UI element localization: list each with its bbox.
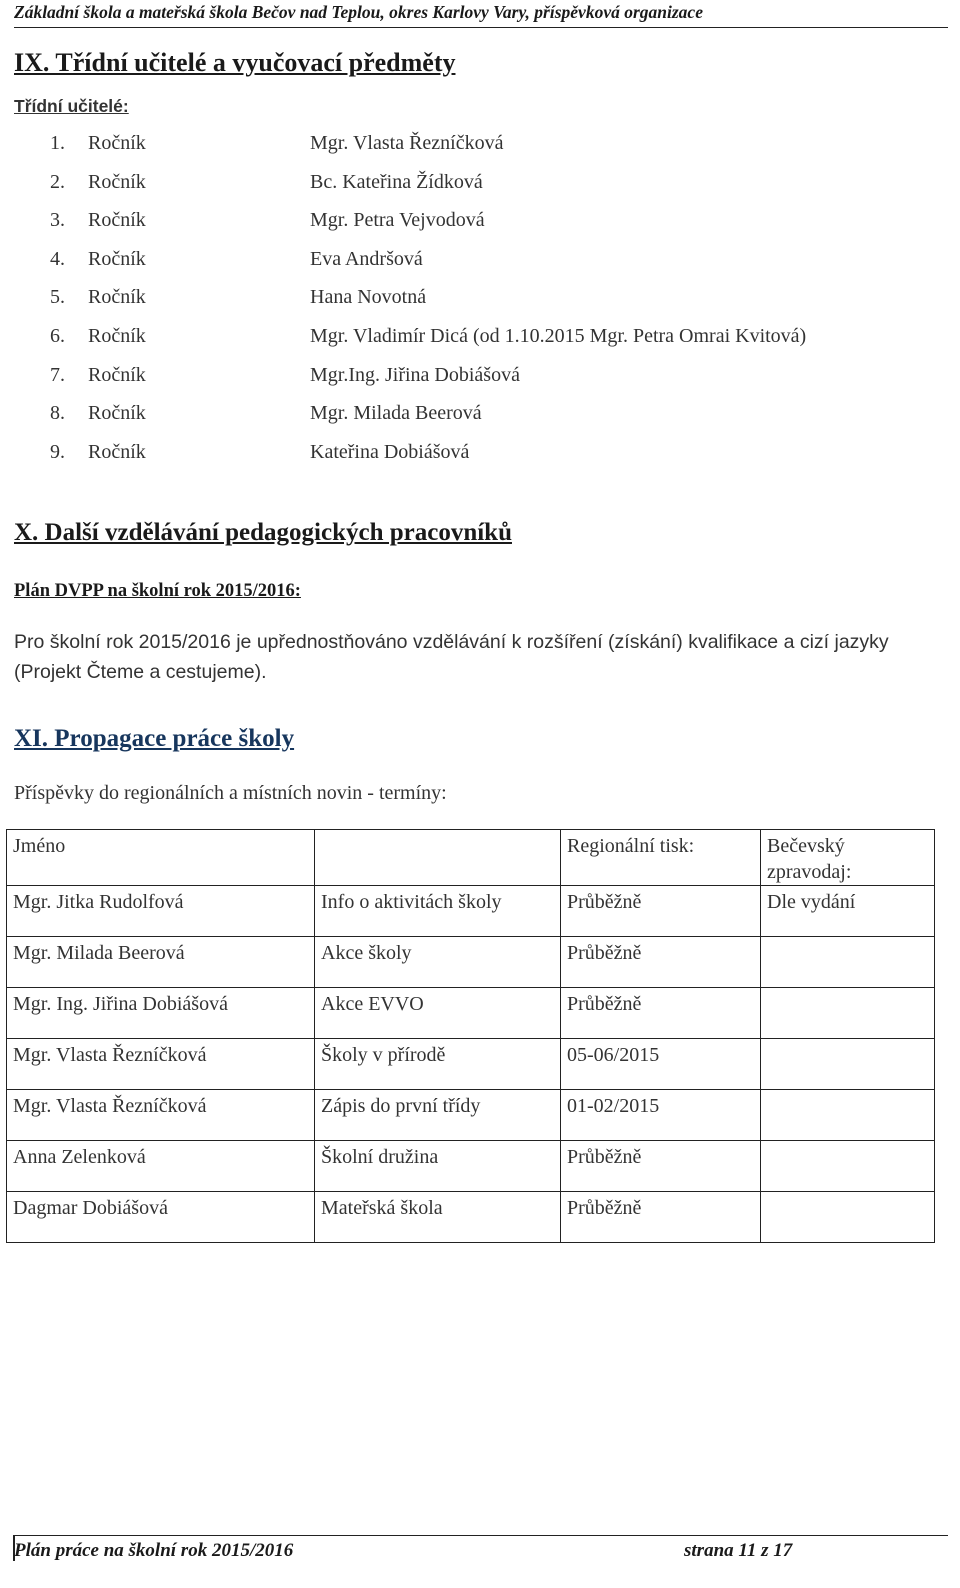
teacher-name: Eva Andršová <box>310 247 423 270</box>
header-name-cell: Jméno <box>7 830 315 886</box>
table-row <box>7 1192 935 1243</box>
table-row <box>7 1039 935 1090</box>
grade-label: Ročník <box>88 132 146 154</box>
footer-page-number: strana 11 z 17 <box>684 1540 793 1561</box>
regional-press-cell: Průběžně <box>561 937 761 988</box>
topic-cell: Mateřská škola <box>315 1192 561 1243</box>
name-cell: Mgr. Milada Beerová <box>7 937 315 988</box>
grade-number: 5. <box>50 286 65 309</box>
teacher-row <box>0 364 960 388</box>
section-9-subtitle: Třídní učitelé: <box>14 96 129 116</box>
regional-press-cell: 05-06/2015 <box>561 1039 761 1090</box>
teacher-name: Mgr.Ing. Jiřina Dobiášová <box>310 363 520 386</box>
header-topic-cell <box>315 830 561 886</box>
teacher-row <box>0 132 960 156</box>
section-10-subtitle: Plán DVPP na školní rok 2015/2016: <box>14 581 301 601</box>
teacher-name: Mgr. Petra Vejvodová <box>310 209 485 232</box>
teacher-name: Mgr. Vladimír Dicá (od 1.10.2015 Mgr. Petra Omrai Kvitová) <box>310 325 807 347</box>
teacher-row <box>0 402 960 426</box>
teacher-name: Bc. Kateřina Žídková <box>310 170 483 193</box>
name-cell: Mgr. Jitka Rudolfová <box>7 886 315 937</box>
section-9-title: IX. Třídní učitelé a vyučovací předměty <box>14 48 456 77</box>
teacher-name: Hana Novotná <box>310 286 427 309</box>
regional-press-cell: 01-02/2015 <box>561 1090 761 1141</box>
teacher-row <box>0 441 960 465</box>
name-cell: Dagmar Dobiášová <box>7 1192 315 1243</box>
teacher-row <box>0 325 960 349</box>
teacher-name: Mgr. Vlasta Řezníčková <box>310 132 504 154</box>
regional-press-cell: Průběžně <box>561 988 761 1039</box>
topic-cell: Školní družina <box>315 1141 561 1192</box>
regional-press-cell: Průběžně <box>561 1192 761 1243</box>
local-bulletin-cell <box>761 1141 935 1192</box>
dvpp-paragraph: Pro školní rok 2015/2016 je upřednostňováno vzdělávání k rozšíření (získání) kvalifikace a cizí jazyky (Projekt Čteme a cestujeme). <box>14 631 889 683</box>
local-bulletin-cell: Dle vydání <box>761 886 935 937</box>
grade-label: Ročník <box>88 325 146 347</box>
page-footer <box>14 1535 948 1562</box>
promo-intro: Příspěvky do regionálních a místních novin - termíny: <box>14 782 447 804</box>
table-row <box>7 1141 935 1192</box>
local-bulletin-cell <box>761 988 935 1039</box>
teacher-row <box>0 209 960 233</box>
grade-number: 7. <box>50 363 65 386</box>
grade-label: Ročník <box>88 286 146 309</box>
topic-cell: Školy v přírodě <box>315 1039 561 1090</box>
topic-cell: Zápis do první třídy <box>315 1090 561 1141</box>
header-regional-press-cell: Regionální tisk: <box>561 830 761 886</box>
topic-cell: Akce EVVO <box>315 988 561 1039</box>
grade-label: Ročník <box>88 170 146 193</box>
teacher-row <box>0 248 960 272</box>
table-header-row <box>7 830 935 886</box>
topic-cell: Akce školy <box>315 937 561 988</box>
topic-cell: Info o aktivitách školy <box>315 886 561 937</box>
grade-number: 2. <box>50 170 65 193</box>
teacher-row <box>0 286 960 310</box>
page-header: Základní škola a mateřská škola Bečov nad Teplou, okres Karlovy Vary, příspěvková organizace <box>14 0 948 28</box>
grade-label: Ročník <box>88 440 146 463</box>
table-row <box>7 886 935 937</box>
table-row <box>7 1090 935 1141</box>
name-cell: Mgr. Ing. Jiřina Dobiášová <box>7 988 315 1039</box>
section-10-title: X. Další vzdělávání pedagogických pracovníků <box>14 519 512 546</box>
grade-label: Ročník <box>88 363 146 386</box>
local-bulletin-cell <box>761 937 935 988</box>
local-bulletin-cell <box>761 1090 935 1141</box>
name-cell: Mgr. Vlasta Řezníčková <box>7 1090 315 1141</box>
teacher-name: Kateřina Dobiášová <box>310 440 470 463</box>
grade-label: Ročník <box>88 402 146 425</box>
promotion-table <box>6 829 935 1243</box>
teacher-row <box>0 171 960 195</box>
name-cell: Mgr. Vlasta Řezníčková <box>7 1039 315 1090</box>
table-row <box>7 988 935 1039</box>
table-row <box>7 937 935 988</box>
grade-number: 3. <box>50 209 65 232</box>
header-local-bulletin-cell: Bečevský zpravodaj: <box>761 830 935 886</box>
grade-number: 9. <box>50 440 65 463</box>
grade-number: 4. <box>50 247 65 270</box>
grade-label: Ročník <box>88 247 146 270</box>
regional-press-cell: Průběžně <box>561 886 761 937</box>
grade-number: 6. <box>50 325 65 347</box>
local-bulletin-cell <box>761 1192 935 1243</box>
teacher-name: Mgr. Milada Beerová <box>310 402 482 425</box>
section-11-title: XI. Propagace práce školy <box>14 725 295 752</box>
regional-press-cell: Průběžně <box>561 1141 761 1192</box>
name-cell: Anna Zelenková <box>7 1141 315 1192</box>
grade-number: 8. <box>50 402 65 425</box>
grade-number: 1. <box>50 132 65 154</box>
local-bulletin-cell <box>761 1039 935 1090</box>
grade-label: Ročník <box>88 209 146 232</box>
footer-title: Plán práce na školní rok 2015/2016 <box>14 1540 294 1561</box>
